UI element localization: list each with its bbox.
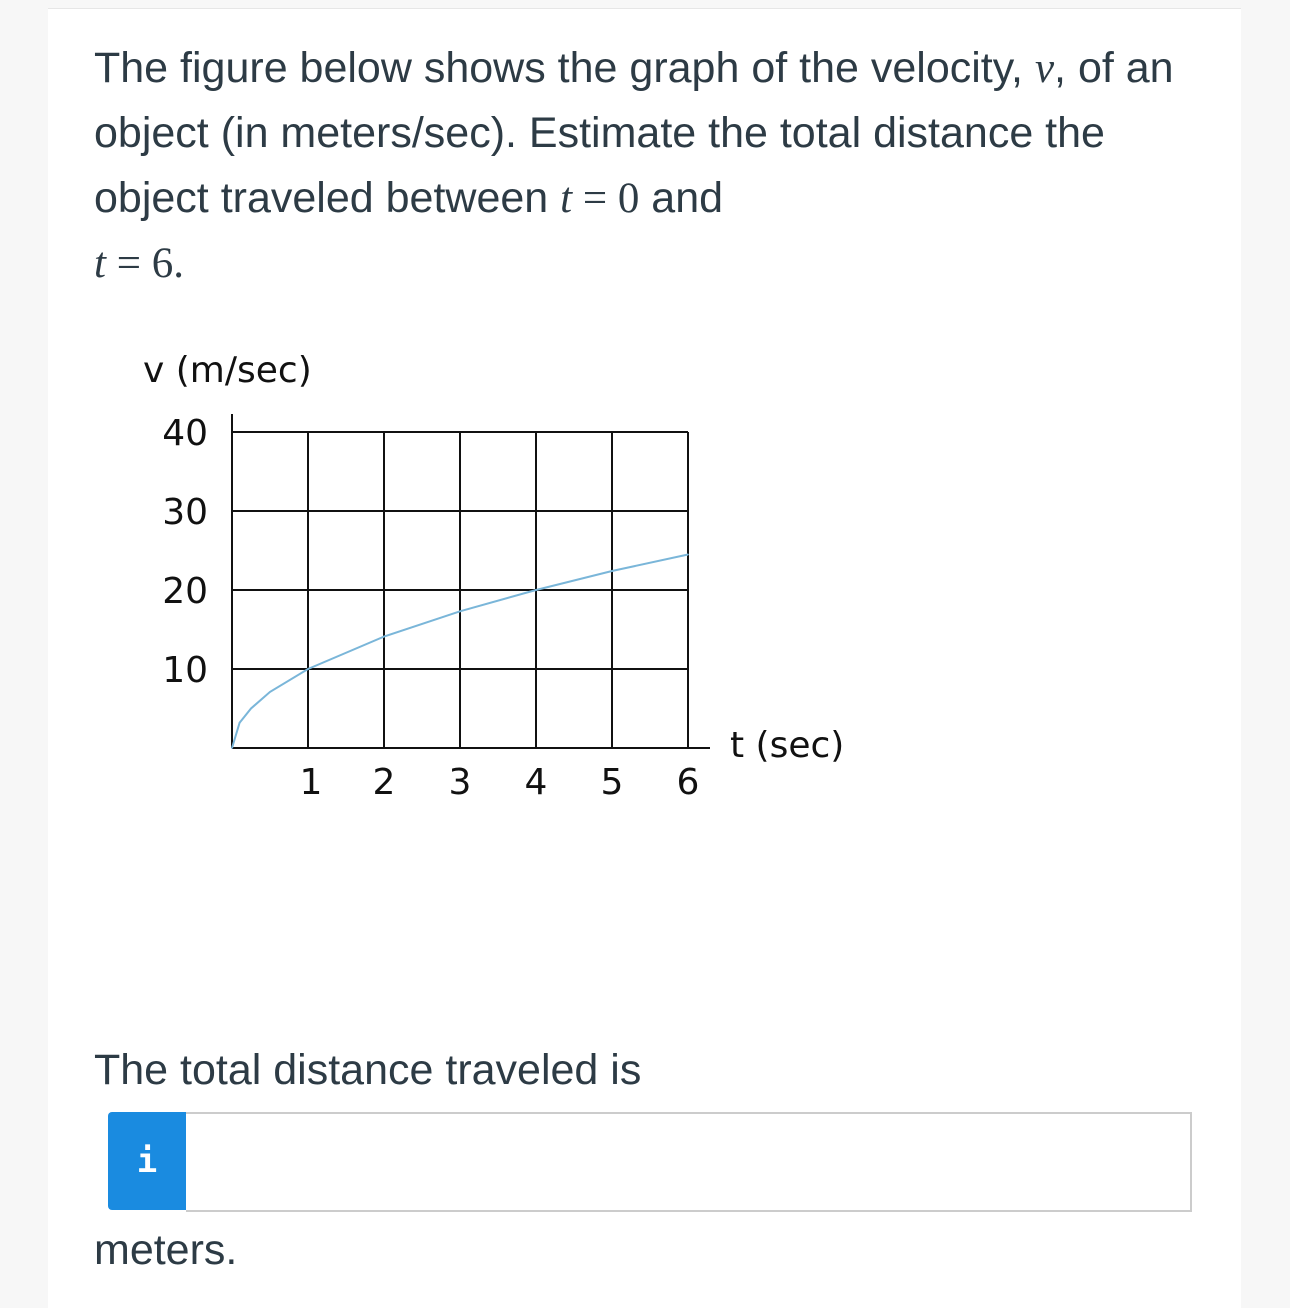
x-tick-label: 4 bbox=[524, 762, 548, 803]
x-tick-label: 1 bbox=[299, 762, 323, 803]
data-point bbox=[239, 722, 241, 724]
math-var-v: v bbox=[1034, 45, 1055, 92]
x-tick-label: 2 bbox=[372, 762, 396, 803]
data-point bbox=[307, 668, 309, 670]
x-axis-label: t (sec) bbox=[730, 725, 845, 766]
question-text-part: The figure below shows the graph of the velocity, bbox=[94, 44, 1035, 92]
question-text-part: and bbox=[639, 174, 724, 222]
y-tick-label: 20 bbox=[162, 571, 208, 612]
question-text-part: , of an object (in meters/sec). Estimate the total distance the object traveled between bbox=[94, 44, 1174, 222]
answer-prompt: The total distance traveled is bbox=[94, 1046, 642, 1094]
x-tick-label: 3 bbox=[448, 762, 472, 803]
answer-input[interactable] bbox=[186, 1112, 1192, 1212]
data-point bbox=[383, 636, 385, 638]
info-button[interactable] bbox=[108, 1112, 186, 1210]
y-tick-label: 30 bbox=[162, 492, 208, 533]
y-tick-label: 40 bbox=[162, 413, 208, 454]
math-t-equals-0: t = 0 bbox=[560, 175, 640, 222]
chart-grid bbox=[232, 414, 710, 748]
data-point bbox=[687, 554, 689, 556]
x-tick-label: 6 bbox=[676, 762, 700, 803]
data-point bbox=[535, 589, 537, 591]
math-t-equals-6: t = 6. bbox=[94, 240, 184, 287]
data-point bbox=[611, 570, 613, 572]
x-tick-label: 5 bbox=[600, 762, 624, 803]
y-tick-label: 10 bbox=[162, 650, 208, 691]
data-point bbox=[231, 747, 233, 749]
chart-labels bbox=[143, 350, 844, 803]
data-point bbox=[250, 708, 252, 710]
data-point bbox=[269, 691, 271, 693]
y-axis-label: v (m/sec) bbox=[143, 350, 312, 391]
data-point bbox=[459, 611, 461, 613]
info-icon: i bbox=[136, 1141, 158, 1181]
units-label: meters. bbox=[94, 1226, 238, 1274]
